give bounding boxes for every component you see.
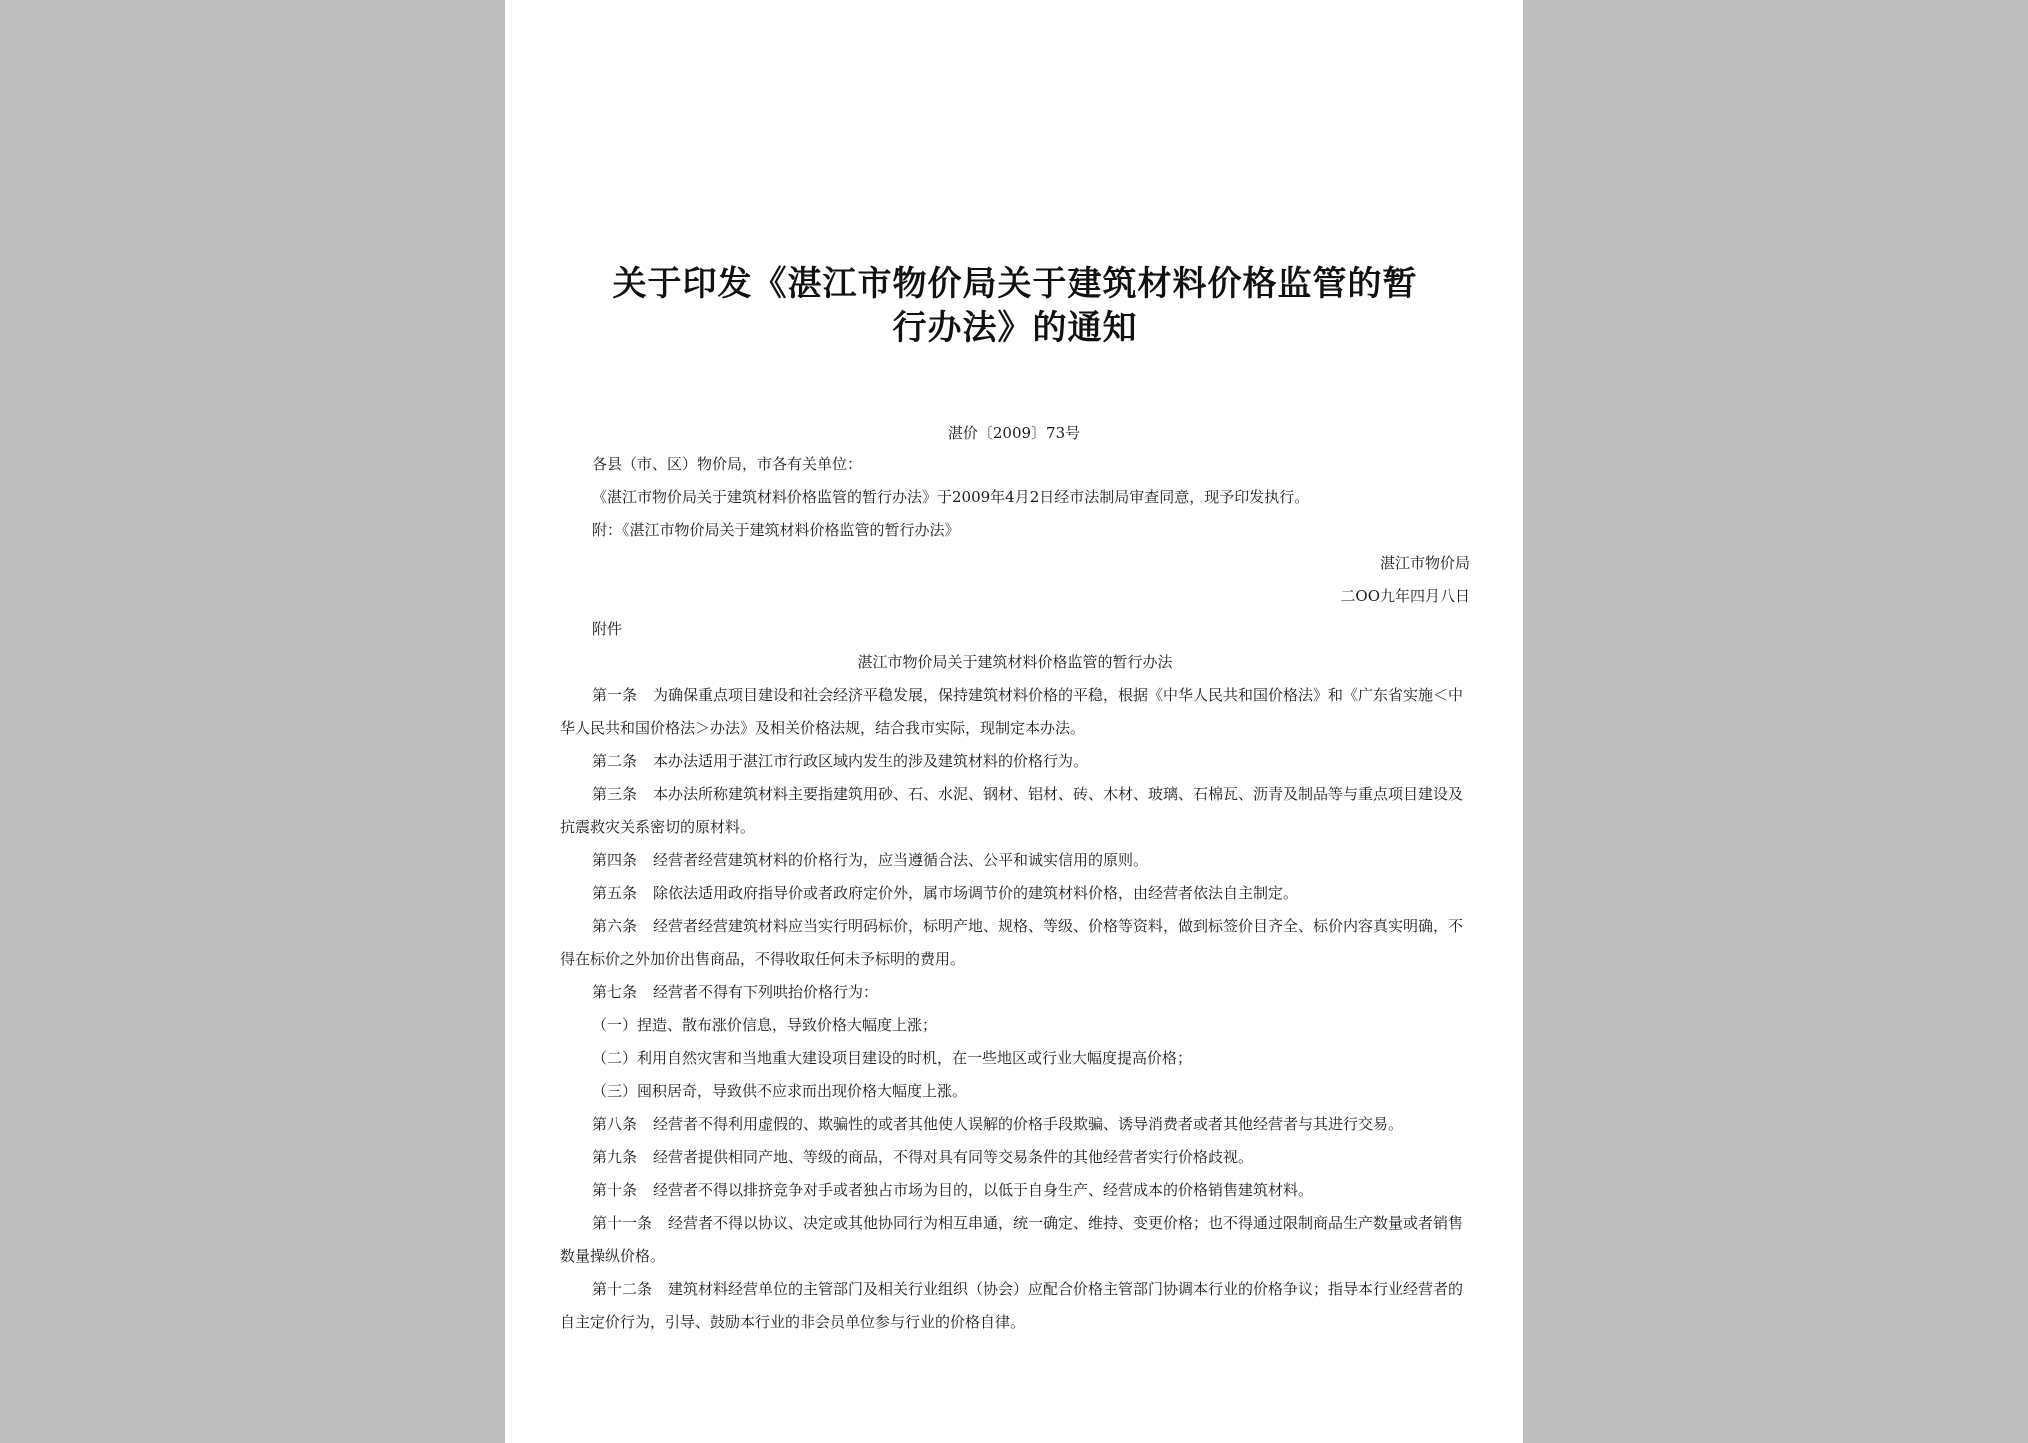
article-label: 第三条 [592,785,638,803]
article-label: 第十二条 [592,1280,653,1298]
article-label: 第十条 [592,1181,638,1199]
article-label: 第五条 [592,884,638,902]
article [560,679,1470,745]
article-text: 经营者提供相同产地、等级的商品，不得对具有同等交易条件的其他经营者实行价格歧视。 [653,1148,1254,1166]
document-number: 湛价〔2009〕73号 [947,424,1081,442]
intro-paragraph: 《湛江市物价局关于建筑材料价格监管的暂行办法》于2009年4月2日经市法制局审查同意，现予印发执行。 [592,488,1310,506]
article-text: 建筑材料经营单位的主管部门及相关行业组织（协会）应配合价格主管部门协调本行业的价格争议；指导本行业经营者的自主定价行为，引导、鼓励本行业的非会员单位参与行业的价格自律。 [560,1280,1464,1331]
title-line-2: 行办法》的通知 [892,308,1138,348]
article [560,1207,1470,1273]
article [560,844,1470,877]
article-item [560,1075,1470,1108]
article [560,1174,1470,1207]
article-text: 经营者经营建筑材料的价格行为，应当遵循合法、公平和诚实信用的原则。 [653,851,1149,869]
attachment-reference: 附：《湛江市物价局关于建筑材料价格监管的暂行办法》 [592,521,960,539]
article [560,778,1470,844]
article-text: 经营者不得以排挤竞争对手或者独占市场为目的，以低于自身生产、经营成本的价格销售建筑材料。 [653,1181,1314,1199]
title-line-1: 关于印发《湛江市物价局关于建筑材料价格监管的暂 [612,264,1418,304]
article-text: 本办法适用于湛江市行政区域内发生的涉及建筑材料的价格行为。 [653,752,1089,770]
article-text: 经营者不得有下列哄抬价格行为： [653,983,879,1001]
article [560,877,1470,910]
article-text: 除依法适用政府指导价或者政府定价外，属市场调节价的建筑材料价格，由经营者依法自主制定。 [653,884,1299,902]
attachment-label: 附件 [592,620,623,638]
attachment-title: 湛江市物价局关于建筑材料价格监管的暂行办法 [857,653,1173,671]
article-text: 经营者经营建筑材料应当实行明码标价，标明产地、规格、等级、价格等资料，做到标签价目齐全、标价内容真实明确，不得在标价之外加价出售商品，不得收取任何未予标明的费用。 [560,917,1464,968]
article-text: 经营者不得以协议、决定或其他协同行为相互串通，统一确定、维持、变更价格；也不得通过限制商品生产数量或者销售数量操纵价格。 [560,1214,1464,1265]
article [560,910,1470,976]
document-page [505,0,1523,1443]
article-text: （三）囤积居奇，导致供不应求而出现价格大幅度上涨。 [592,1082,968,1100]
article-text: 经营者不得利用虚假的、欺骗性的或者其他使人误解的价格手段欺骗、诱导消费者或者其他经营者与其进行交易。 [653,1115,1404,1133]
article-label: 第四条 [592,851,638,869]
document-body [560,448,1470,1339]
article-label: 第六条 [592,917,638,935]
article-list [560,679,1470,1339]
article-label: 第九条 [592,1148,638,1166]
issuer: 湛江市物价局 [1379,554,1470,572]
article-text: 本办法所称建筑材料主要指建筑用砂、石、水泥、钢材、铝材、砖、木材、玻璃、石棉瓦、沥青及制品等与重点项目建设及抗震救灾关系密切的原材料。 [560,785,1464,836]
article [560,1273,1470,1339]
article-label: 第八条 [592,1115,638,1133]
article-label: 第七条 [592,983,638,1001]
article-item [560,1042,1470,1075]
issue-date: 二OO九年四月八日 [1340,587,1470,605]
article [560,1141,1470,1174]
article-text: （二）利用自然灾害和当地重大建设项目建设的时机，在一些地区或行业大幅度提高价格； [592,1049,1193,1067]
article-item [560,1009,1470,1042]
article-label: 第十一条 [592,1214,653,1232]
article-text: 为确保重点项目建设和社会经济平稳发展，保持建筑材料价格的平稳，根据《中华人民共和国价格法》和《广东省实施＜中华人民共和国价格法＞办法》及相关价格法规，结合我市实际，现制定本办法。 [560,686,1464,737]
article-label: 第二条 [592,752,638,770]
addressee: 各县（市、区）物价局，市各有关单位： [592,455,863,473]
article [560,1108,1470,1141]
article [560,976,1470,1009]
article [560,745,1470,778]
document-title [585,262,1445,350]
article-label: 第一条 [592,686,638,704]
article-text: （一）捏造、散布涨价信息，导致价格大幅度上涨； [592,1016,938,1034]
